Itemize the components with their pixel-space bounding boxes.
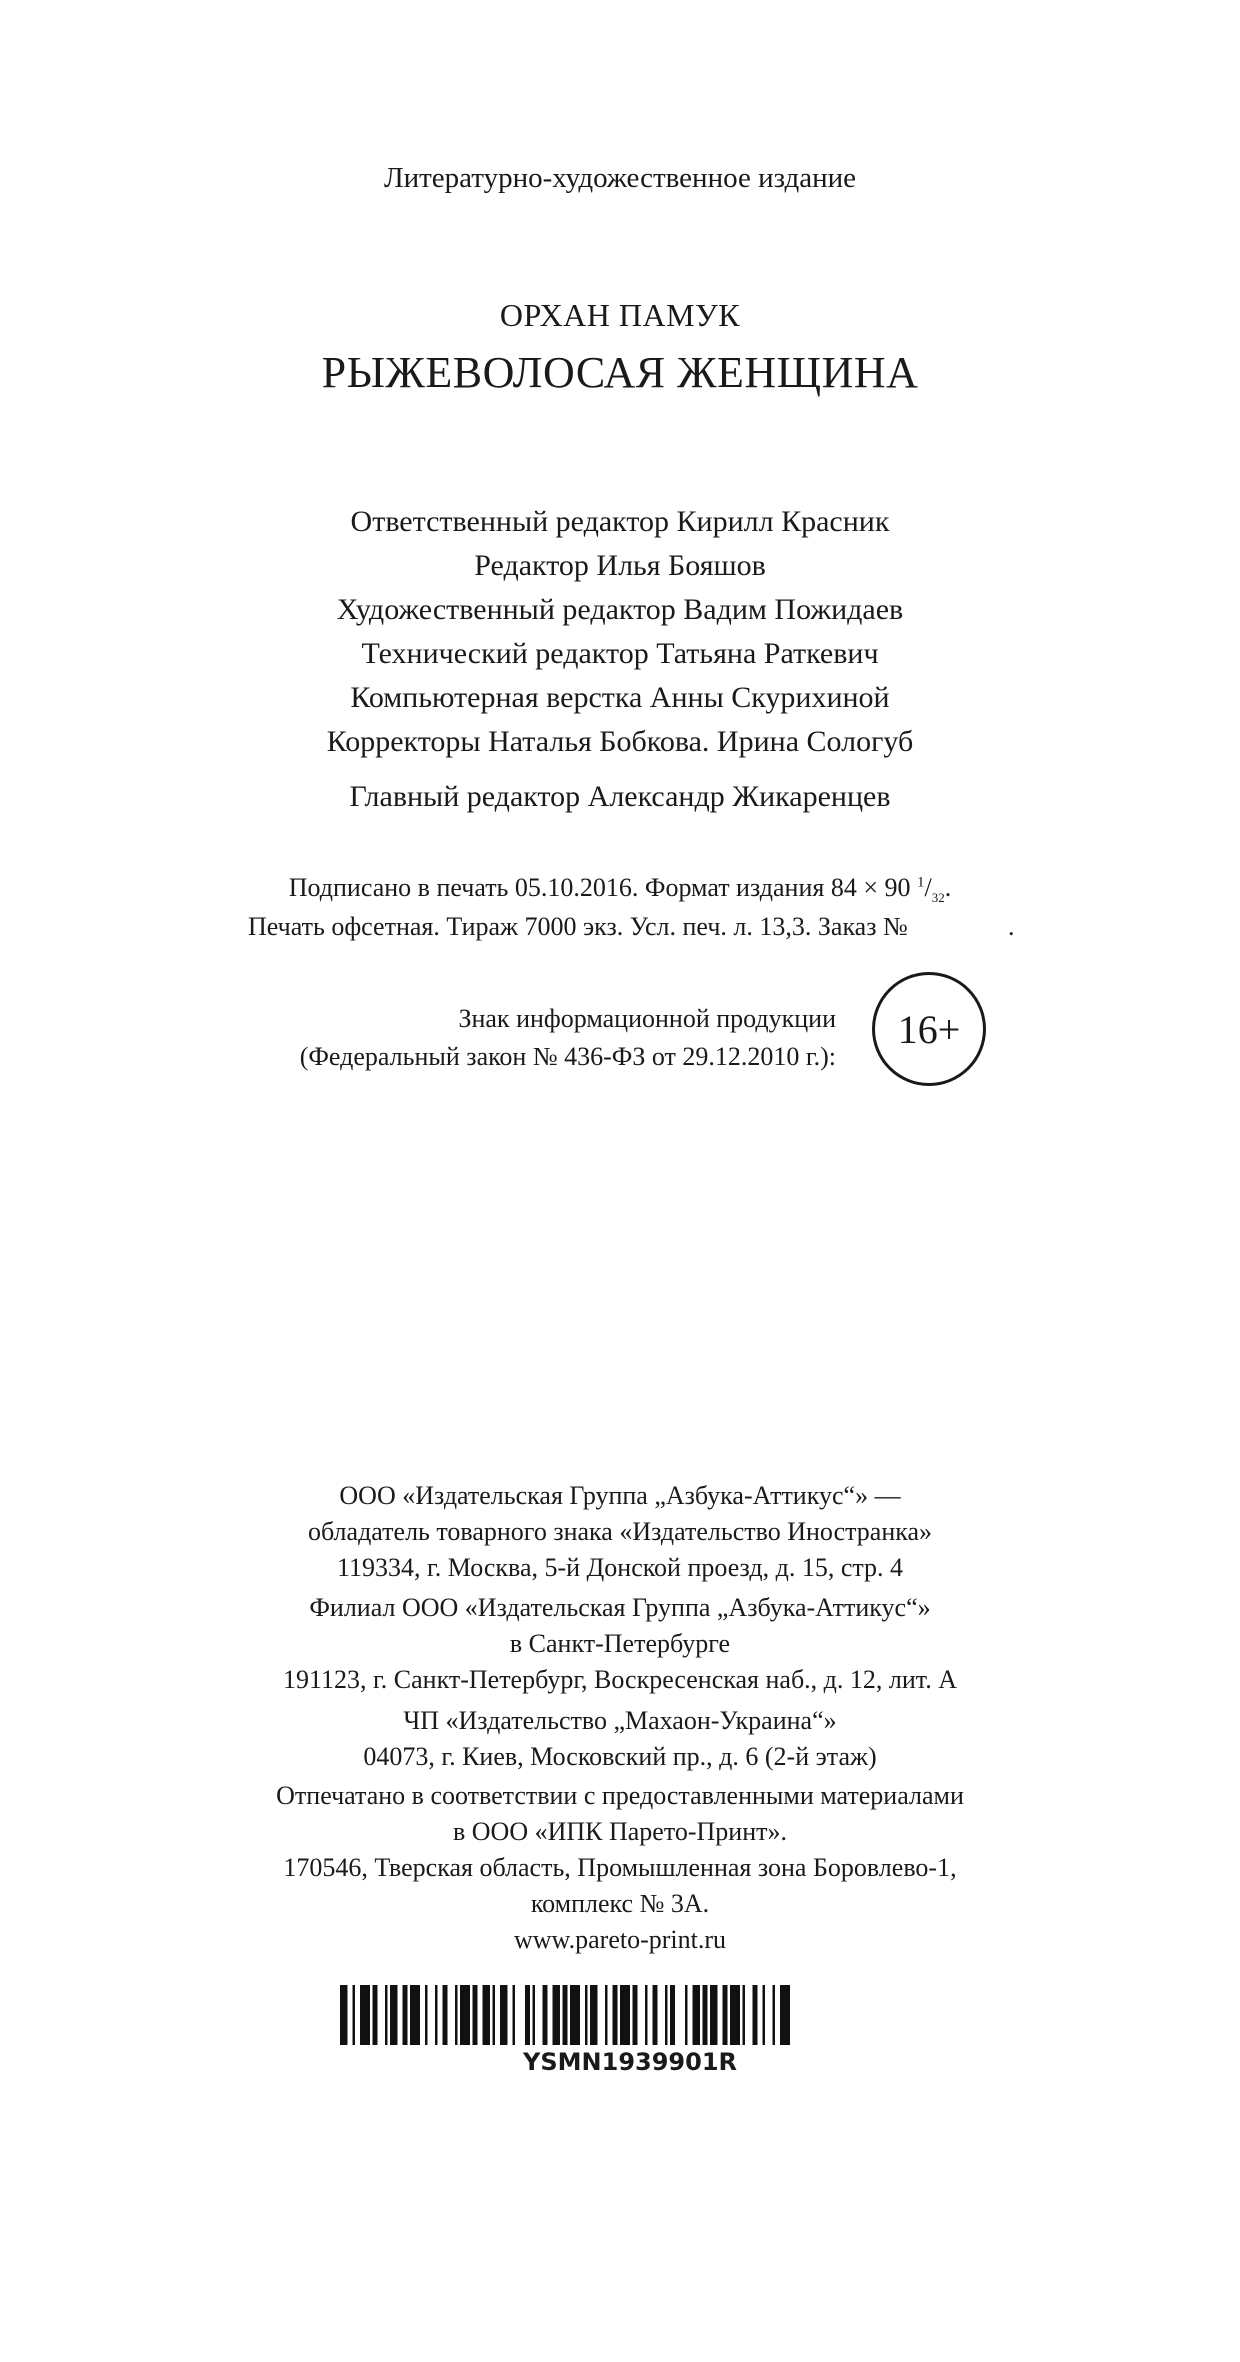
credit-line: Технический редактор Татьяна Раткевич <box>361 637 879 670</box>
print-info-line-1 <box>0 873 1240 906</box>
publisher-line: ЧП «Издательство „Махаон-Украина“» <box>403 1706 837 1735</box>
publisher-line: Филиал ООО «Издательская Группа „Азбука-Аттикус“» <box>309 1593 931 1622</box>
barcode-code: YSMN1939901R <box>522 2048 737 2076</box>
print-info-line-2: Печать офсетная. Тираж 7000 экз. Усл. печ. л. 13,3. Заказ № <box>248 912 908 941</box>
printer-line: в ООО «ИПК Парето-Принт». <box>452 1817 787 1846</box>
credit-line: Художественный редактор Вадим Пожидаев <box>336 593 904 626</box>
credit-line: Ответственный редактор Кирилл Красник <box>350 505 890 538</box>
printer-line: 170546, Тверская область, Промышленная зона Боровлево-1, <box>283 1853 957 1882</box>
print-line-1-end: . <box>944 873 952 902</box>
publisher-block-spb <box>0 1590 1240 1698</box>
publisher-line: 191123, г. Санкт-Петербург, Воскресенская наб., д. 12, лит. А <box>283 1665 957 1694</box>
barcode-icon <box>340 1985 920 2045</box>
publisher-block-moscow <box>0 1478 1240 1586</box>
print-line-2-end: . <box>1008 912 1015 941</box>
chief-editor: Главный редактор Александр Жикаренцев <box>349 780 891 813</box>
publisher-line: ООО «Издательская Группа „Азбука-Аттикус“» — <box>339 1481 901 1510</box>
credit-line: Компьютерная верстка Анны Скурихиной <box>350 681 890 714</box>
format-numerator: 1 <box>917 874 925 891</box>
printer-website: www.pareto-print.ru <box>513 1925 727 1954</box>
printer-line: Отпечатано в соответствии с предоставленными материалами <box>276 1781 964 1810</box>
author-name: ОРХАН ПАМУК <box>499 297 741 333</box>
printer-line: комплекс № 3А. <box>530 1889 710 1918</box>
format-fraction <box>917 873 945 906</box>
publisher-line: обладатель товарного знака «Издательство Иностранка» <box>307 1517 933 1546</box>
age-sign-label <box>300 1000 836 1076</box>
format-denominator: 32 <box>931 890 945 906</box>
format-separator: / <box>924 873 932 902</box>
publisher-line: в Санкт-Петербурге <box>509 1629 731 1658</box>
age-sign-label-line: Знак информационной продукции <box>458 1004 836 1033</box>
publisher-block-kiev <box>0 1703 1240 1775</box>
genre-label: Литературно-художественное издание <box>383 162 857 194</box>
credit-line: Редактор Илья Бояшов <box>474 549 766 582</box>
credits-list <box>0 500 1240 764</box>
publisher-line: 04073, г. Киев, Московский пр., д. 6 (2-й этаж) <box>363 1742 877 1771</box>
publisher-line: 119334, г. Москва, 5-й Донской проезд, д. 15, стр. 4 <box>336 1553 904 1582</box>
credit-line: Корректоры Наталья Бобкова. Ирина Сологуб <box>326 725 914 758</box>
printer-block <box>0 1778 1240 1958</box>
age-rating-badge: 16+ <box>872 972 986 1086</box>
print-signed-format: Подписано в печать 05.10.2016. Формат издания 84 × 90 <box>288 873 917 902</box>
book-title: РЫЖЕВОЛОСАЯ ЖЕНЩИНА <box>321 348 919 397</box>
age-sign-law-line: (Федеральный закон № 436-ФЗ от 29.12.2010 г.): <box>299 1042 836 1071</box>
